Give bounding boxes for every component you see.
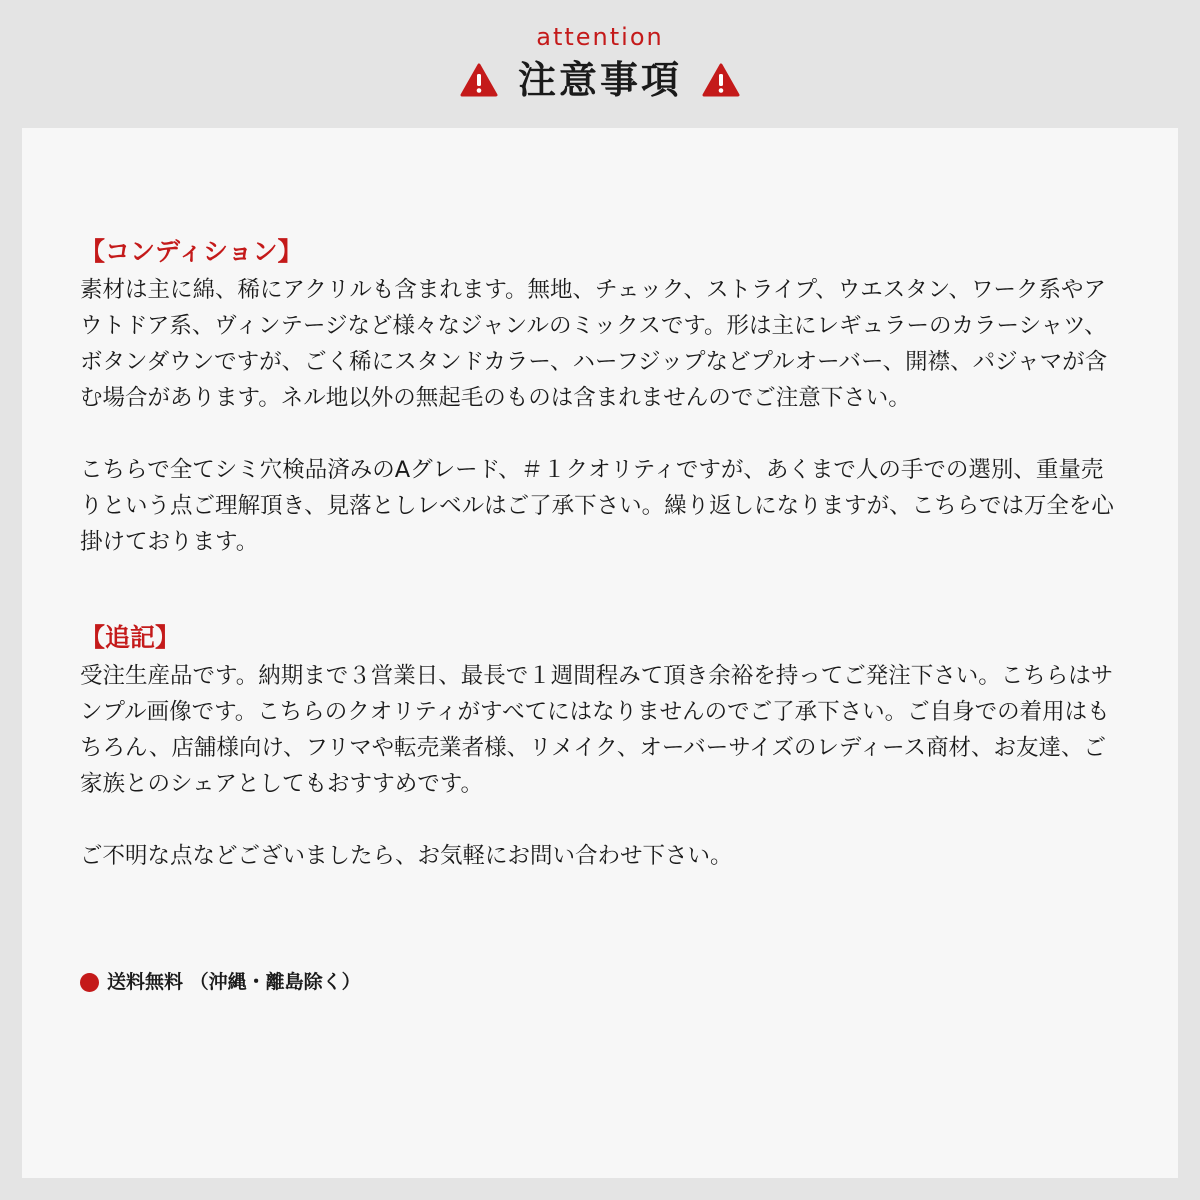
- spacer: [80, 560, 1124, 618]
- bullet-dot-icon: [80, 973, 99, 992]
- attention-subtitle: attention: [536, 23, 664, 51]
- title-row: [0, 54, 1200, 106]
- shipping-note: [80, 968, 1124, 996]
- page-title: 注意事項: [517, 58, 682, 102]
- spacer: [80, 416, 1124, 452]
- warning-icon: [460, 63, 498, 97]
- spacer: [80, 874, 1124, 968]
- notice-content: [80, 232, 1124, 996]
- addendum-heading: 【追記】: [80, 623, 181, 652]
- condition-paragraph-quality: こちらで全てシミ穴検品済みのAグレード、＃１クオリティですが、あくまで人の手での選別、重量売りという点ご理解頂き、見落としレベルはご了承下さい。繰り返しになりますが、こちらでは万全を心掛けております。: [80, 457, 1114, 555]
- condition-heading: 【コンディション】: [80, 237, 303, 266]
- addendum-paragraph-order: 受注生産品です。納期まで３営業日、最長で１週間程みて頂き余裕を持ってご発注下さい。こちらはサンプル画像です。こちらのクオリティがすべてにはなりませんのでご了承下さい。ご自身での着用はもちろん、店舗様向け、フリマや転売業者様、リメイク、オーバーサイズのレディース商材、お友達、ご家族とのシェアとしてもおすすめです。: [80, 663, 1114, 797]
- spacer: [80, 802, 1124, 838]
- shipping-note-text: 送料無料 （沖縄・離島除く）: [107, 971, 361, 993]
- content-panel: [22, 128, 1178, 1178]
- warning-icon: [702, 63, 740, 97]
- header: [0, 0, 1200, 128]
- addendum-paragraph-contact: ご不明な点などございましたら、お気軽にお問い合わせ下さい。: [80, 843, 733, 869]
- condition-paragraph-material: 素材は主に綿、稀にアクリルも含まれます。無地、チェック、ストライプ、ウエスタン、ワーク系やアウトドア系、ヴィンテージなど様々なジャンルのミックスです。形は主にレギュラーのカラーシャツ、ボタンダウンですが、ごく稀にスタンドカラー、ハーフジップなどプルオーバー、開襟、パジャマが含む場合があります。ネル地以外の無起毛のものは含まれませんのでご注意下さい。: [80, 277, 1108, 411]
